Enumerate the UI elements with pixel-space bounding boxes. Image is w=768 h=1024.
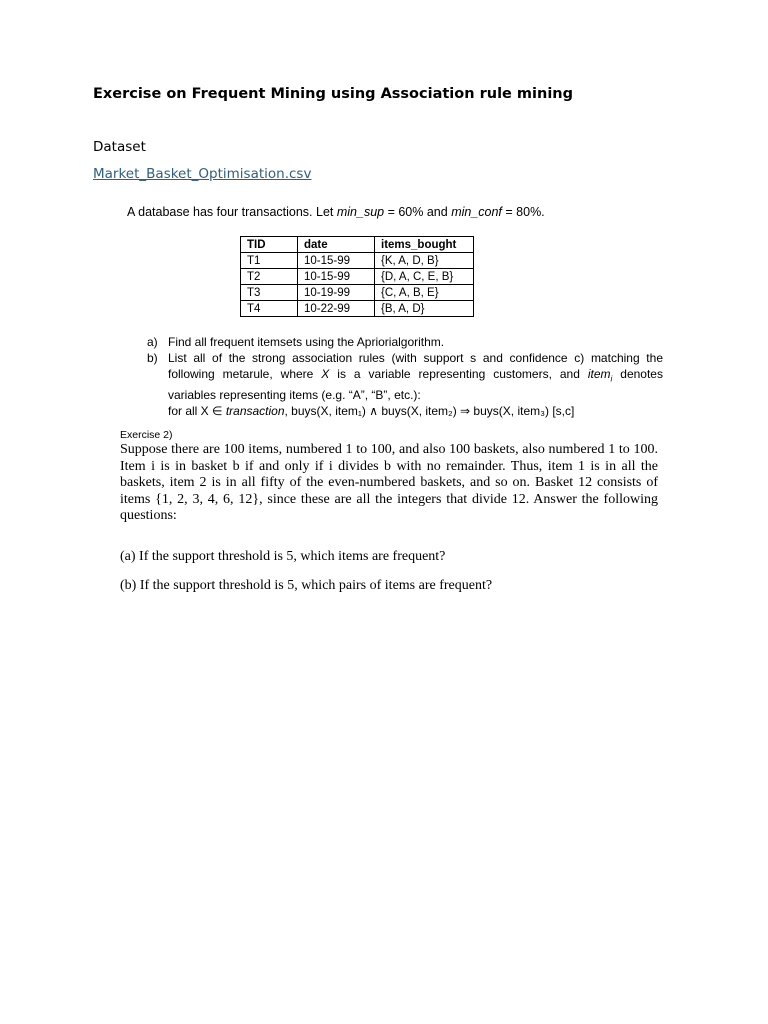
transaction-term: transaction bbox=[225, 404, 285, 419]
question-a-marker: a) bbox=[147, 335, 158, 349]
question-b bbox=[147, 350, 663, 403]
cell-tid: T4 bbox=[241, 301, 298, 317]
cell-items: {B, A, D} bbox=[375, 301, 474, 317]
min-conf-term: min_conf bbox=[451, 205, 502, 219]
cell-items: {D, A, C, E, B} bbox=[375, 269, 474, 285]
header-tid: TID bbox=[241, 237, 298, 253]
cell-tid: T2 bbox=[241, 269, 298, 285]
item-term: item bbox=[587, 367, 611, 381]
exercise2-question-b: (b) If the support threshold is 5, which pairs of items are frequent? bbox=[120, 578, 493, 593]
cell-date: 10-22-99 bbox=[298, 301, 375, 317]
table-row bbox=[241, 253, 474, 269]
metarule-text-1: for all X ∈ bbox=[168, 404, 226, 419]
exercise1-intro bbox=[127, 205, 545, 219]
exercise2-body: Suppose there are 100 items, numbered 1 to 100, and also 100 baskets, also numbered 1 to 100. Item i is in basket b if and only if i divides b with no remainder. Thus, item 1 is in all the baskets, item 2 is in all fifty of the even-numbered baskets, and so on. Basket 12 consists of items {1, 2, 3, 4, 6, 12}, since these are all the integers that divide 12. Answer the following questions: bbox=[120, 442, 658, 523]
item-subscript: i bbox=[610, 374, 613, 384]
table-header-row bbox=[241, 237, 474, 253]
table-row bbox=[241, 285, 474, 301]
question-a bbox=[147, 334, 663, 350]
header-date: date bbox=[298, 237, 375, 253]
exercise1-questions bbox=[147, 334, 663, 419]
question-b-text-3: denotes variables representing items (e.g. “A”, “B”, etc.): bbox=[168, 367, 663, 403]
question-b-marker: b) bbox=[147, 351, 158, 365]
exercise2-question-a: (a) If the support threshold is 5, which items are frequent? bbox=[120, 549, 446, 564]
cell-date: 10-15-99 bbox=[298, 269, 375, 285]
cell-items: {C, A, B, E} bbox=[375, 285, 474, 301]
variable-item bbox=[587, 367, 613, 384]
intro-text-2: = 60% and bbox=[384, 205, 452, 219]
metarule-text-2: , buys(X, item₁) ∧ buys(X, item₂) ⇒ buys(X, item₃) [s,c] bbox=[284, 404, 575, 419]
header-items-bought: items_bought bbox=[375, 237, 474, 253]
question-a-text: Find all frequent itemsets using the Apriorialgorithm. bbox=[168, 335, 445, 349]
cell-tid: T1 bbox=[241, 253, 298, 269]
question-b-text-2: is a variable representing customers, and bbox=[329, 367, 588, 381]
question-b-text-1: List all of the strong association rules (with support s and confidence c) matching the following metarule, where bbox=[168, 351, 663, 381]
intro-text-1: A database has four transactions. Let bbox=[127, 205, 337, 219]
cell-tid: T3 bbox=[241, 285, 298, 301]
dataset-heading: Dataset bbox=[93, 139, 146, 155]
min-sup-term: min_sup bbox=[336, 205, 385, 219]
cell-date: 10-15-99 bbox=[298, 253, 375, 269]
cell-date: 10-19-99 bbox=[298, 285, 375, 301]
metarule bbox=[147, 403, 663, 419]
table-row bbox=[241, 301, 474, 317]
variable-x: X bbox=[321, 367, 330, 381]
transactions-table bbox=[240, 236, 474, 317]
dataset-link[interactable]: Market_Basket_Optimisation.csv bbox=[93, 166, 312, 182]
exercise2-label: Exercise 2) bbox=[120, 429, 173, 441]
table-row bbox=[241, 269, 474, 285]
cell-items: {K, A, D, B} bbox=[375, 253, 474, 269]
document-title: Exercise on Frequent Mining using Association rule mining bbox=[93, 86, 574, 102]
intro-text-3: = 80%. bbox=[501, 205, 545, 219]
